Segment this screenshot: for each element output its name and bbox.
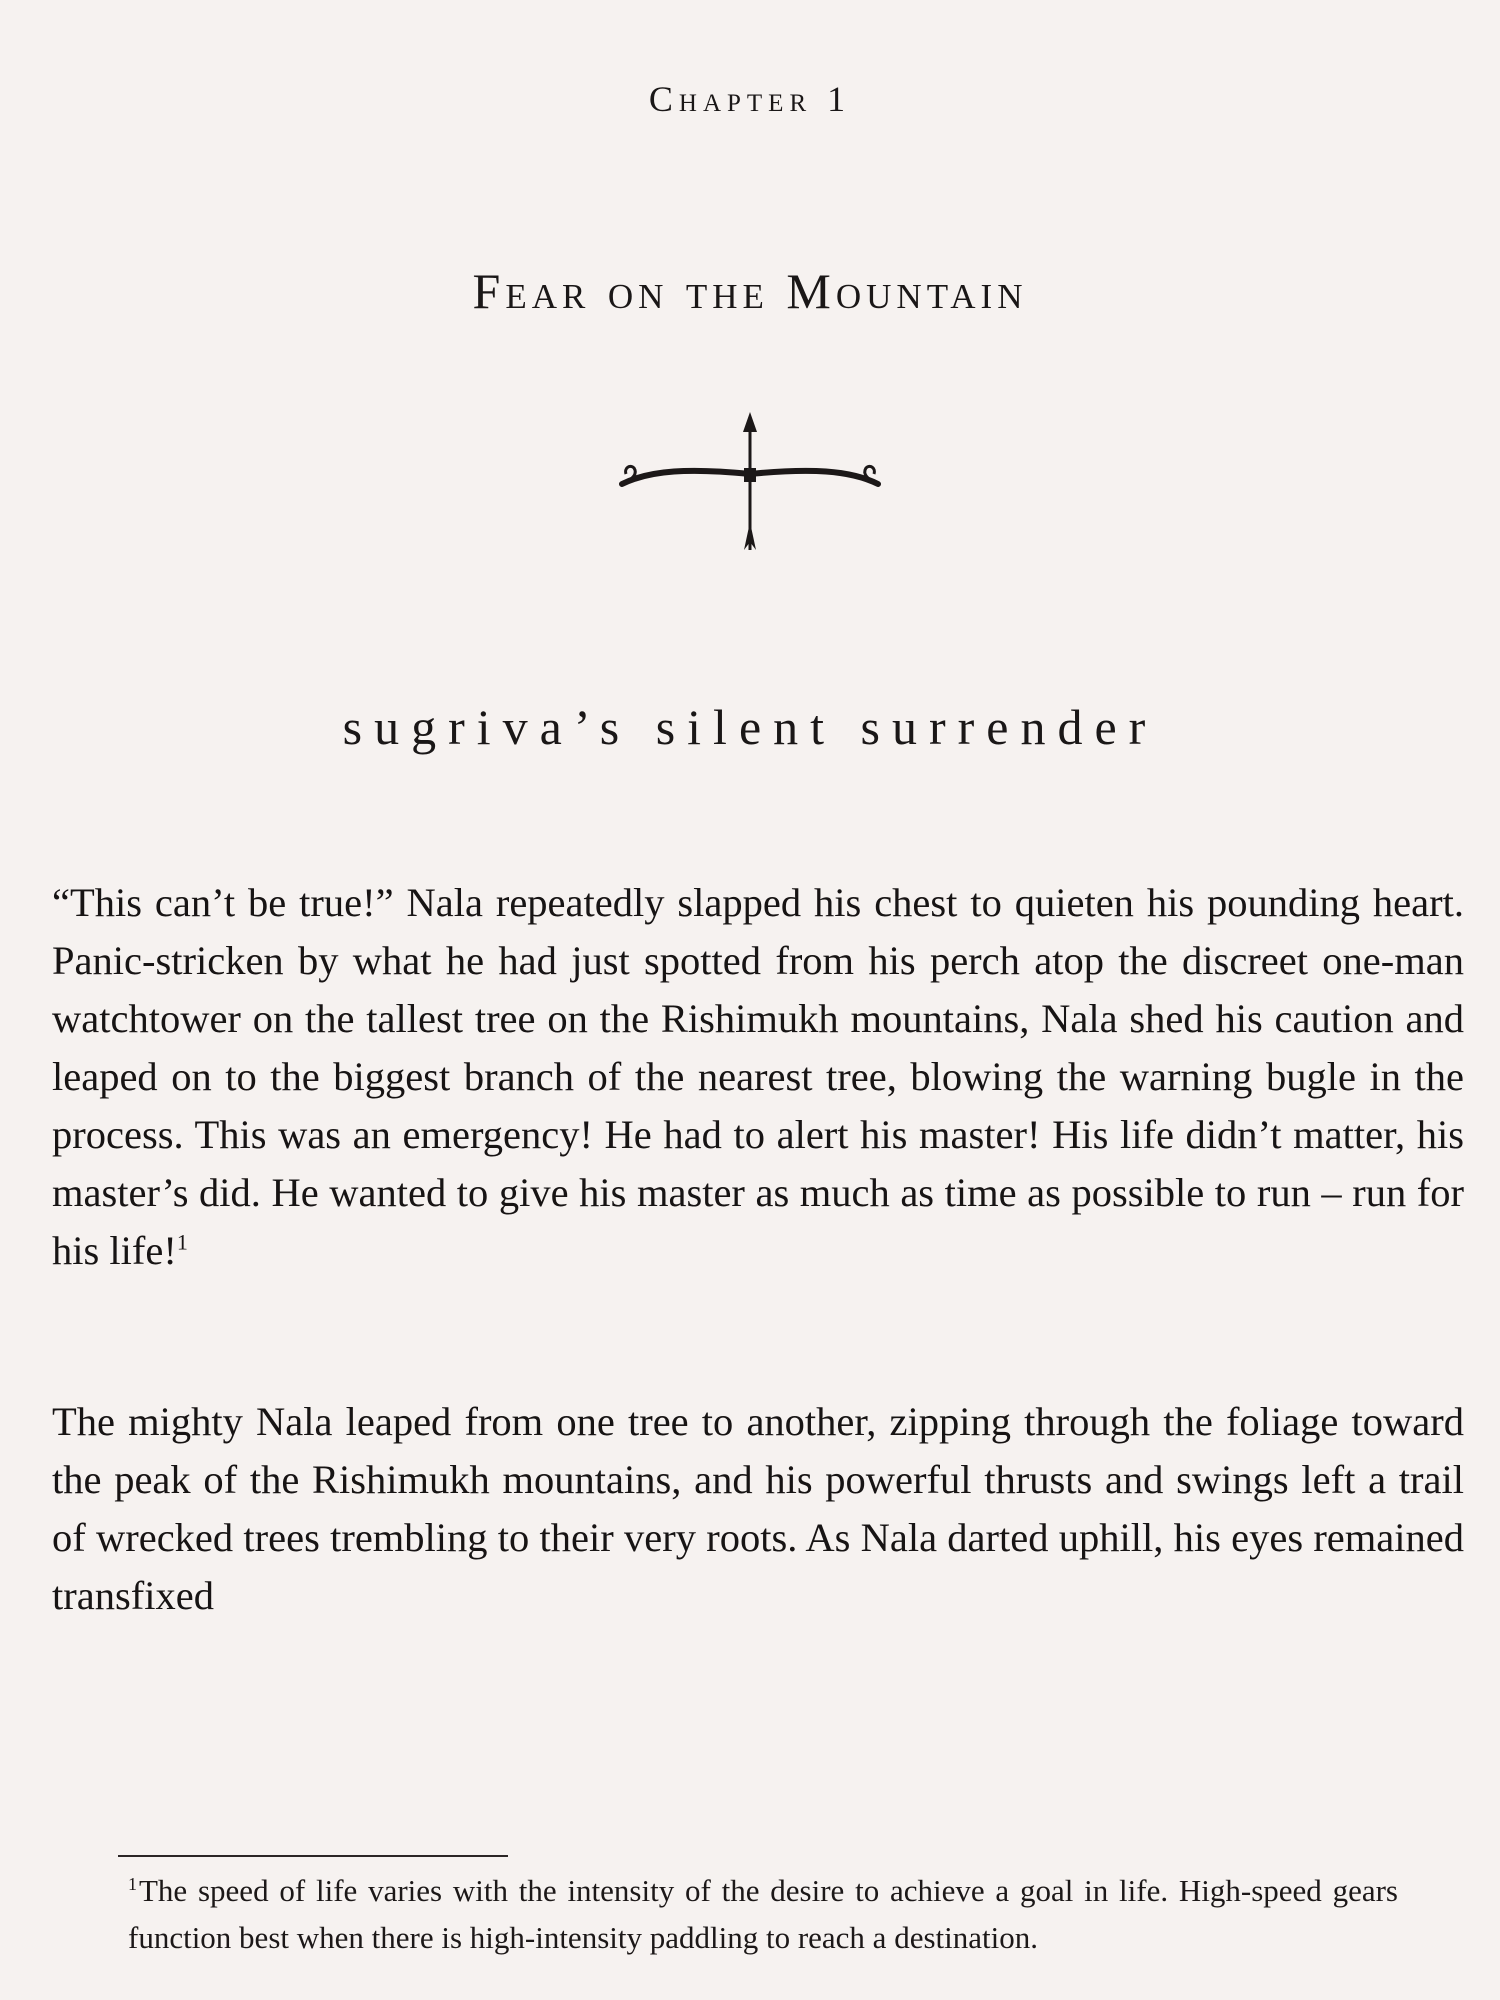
footnote	[128, 1837, 1398, 1961]
body-paragraph	[52, 874, 1464, 1280]
chapter-title: Fear on the Mountain	[472, 263, 1028, 319]
paragraph-text: “This can’t be true!” Nala repeatedly slapped his chest to quieten his pounding heart. Panic-stricken by what he had just spotted from his perch atop the discreet one-man watchtower on the tallest tree on the Rishimukh mountains, Nala shed his caution and leaped on to the biggest branch of the nearest tree, blowing the warning bugle in the process. This was an emergency! He had to alert his master! His life didn’t matter, his master’s did. He wanted to give his master as much as time as possible to run – run for his life!	[52, 880, 1464, 1273]
footnote-text: The speed of life varies with the intensity of the desire to achieve a goal in life. High-speed gears function best when there is high-intensity paddling to reach a destination.	[128, 1873, 1398, 1955]
bow-and-arrow-icon	[610, 410, 890, 560]
chapter-label: Chapter 1	[648, 79, 852, 119]
paragraph-text: The mighty Nala leaped from one tree to another, zipping through the foliage toward the peak of the Rishimukh mountains, and his powerful thrusts and swings left a trail of wrecked trees trembling to their very roots. As Nala darted uphill, his eyes remained transfixed	[52, 1399, 1464, 1618]
footnote-marker: 1	[128, 1873, 137, 1894]
footnote-reference: 1	[176, 1229, 188, 1255]
chapter-subtitle: sugriva’s silent surrender	[342, 699, 1158, 755]
body-paragraph	[52, 1393, 1464, 1625]
